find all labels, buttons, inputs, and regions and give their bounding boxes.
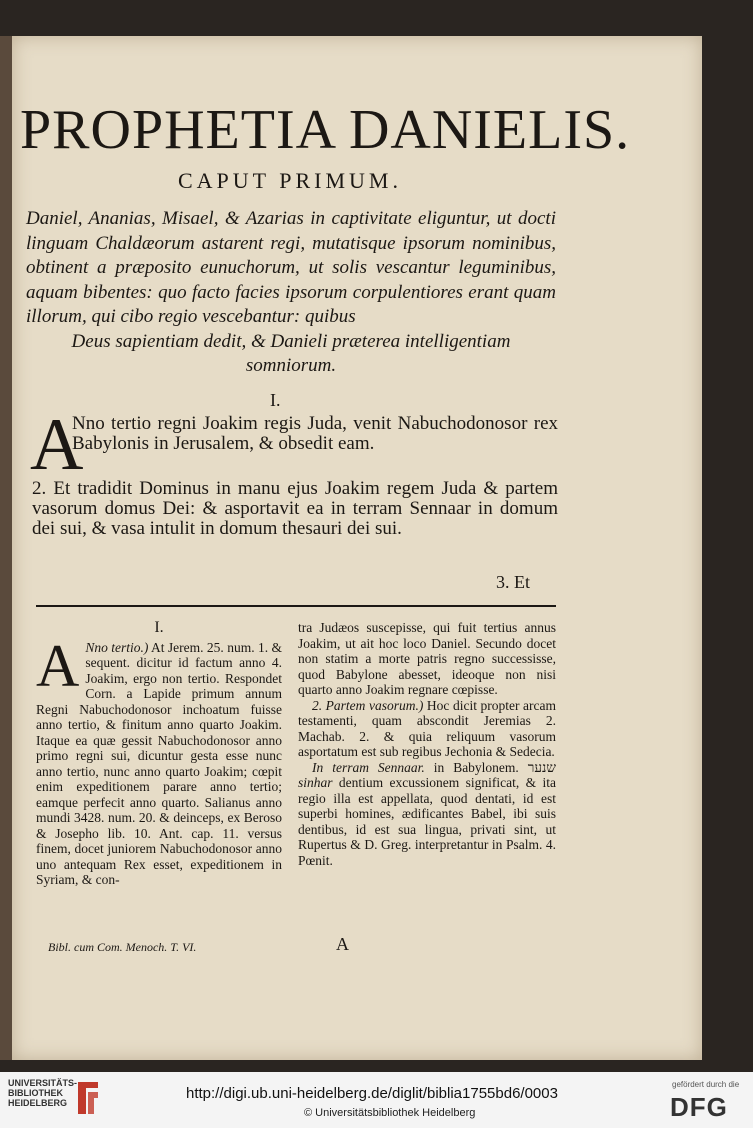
verse-2: 2. Et tradidit Dominus in manu ejus Joakim regem Juda & partem vasorum domus Dei: & asportavit ea in terram Sennaar in domum dei sui, & vasa intulit in domum thesauri dei sui. — [32, 478, 558, 539]
summary-last-line: Deus sapientiam dedit, & Danieli præterea intelligentiam somniorum. — [71, 330, 511, 376]
commentary-lemma: Nno tertio.) — [85, 639, 149, 655]
commentary-left-text: At Jerem. 25. num. 1. & sequent. dicitur id factum anno 4. Joakim, ergo non tertio. Respondet Corn. a Lapide primum annum Regni Nabuchodonosor inchoatum fuisse anno tertio, & finitum anno quarto Joakim. Itaque ea quæ gessit Nabuchodonosor anno primo regni sui, dicuntur gesta esse nunc anno tertio, nunc anno quarto Joakim; cœpit enim expeditionem parare anno tertio; eamque perfecit anno quarto. Salianus anno mundi 3428. num. 20. & deinceps, ex Beroso & Josepho lib. 10. Ant. cap. 11. versus finem, docet juniorem Nabuchodonosor anno uno antequam Rex esset, expeditionem in Syriam, & con- — [36, 639, 282, 887]
commentary-right-para-1: tra Judæos suscepisse, qui fuit tertius annus Joakim, ut ait hoc loco Daniel. Secundo docet non statim a morte patris regno successisse, quod Babylone abesset, ideoque non nisi quarto anno Joakim regnare cœpisse. — [298, 620, 556, 697]
chapter-heading: CAPUT PRIMUM. — [178, 168, 402, 193]
dfg-logo[interactable]: DFG — [670, 1092, 728, 1122]
verse-1: Nno tertio regni Joakim regis Juda, venit Nabuchodonosor rex Babylonis in Jerusalem, & obsedit eam. — [72, 413, 558, 454]
book-spine — [0, 36, 12, 1060]
commentary-right-text-2: Hoc dicit propter arcam testamenti, quam abscondit Jeremias 2. Machab. 2. & quia reliquum vasorum asportatum est sub regibus Jechonia & Sedecia. — [298, 697, 556, 759]
commentary-right-mid-3: in Babylonem. — [433, 759, 519, 775]
divider-rule — [36, 605, 556, 607]
commentary-right-lemma-3: In terram Sennaar. — [312, 759, 425, 775]
page-title: PROPHETIA DANIELIS. — [20, 99, 631, 161]
signature-mark: A — [336, 934, 349, 954]
commentary-right-lemma-2: 2. Partem vasorum.) — [312, 697, 424, 713]
transliteration: sinhar — [298, 775, 333, 790]
verse-section-number: I. — [270, 390, 281, 410]
funding-note: gefördert durch die — [672, 1080, 740, 1089]
commentary-number: I. — [154, 619, 164, 636]
library-logo-icon — [74, 1078, 102, 1118]
permalink-url[interactable]: http://digi.ub.uni-heidelberg.de/diglit/biblia1755bd6/0003 — [186, 1085, 558, 1102]
commentary-right-text-3: dentium excussionem significat, & ita regio illa est appellata, quod dentati, id est superbi homines, ædificantes Babel, ibi suis dentibus, id est sua lingua, privati sint, ut Rupertus & D. Greg. interpretantur in Psalm. 4. Pœnit. — [298, 775, 557, 868]
commentary-right-column — [298, 620, 556, 868]
catchword: 3. Et — [496, 572, 530, 592]
library-logo-text[interactable]: UNIVERSITÄTS- BIBLIOTHEK HEIDELBERG — [8, 1078, 78, 1108]
chapter-summary — [26, 207, 556, 379]
summary-text: Daniel, Ananias, Misael, & Azarias in captivitate eliguntur, ut docti linguam Chaldæorum astarent regi, mutatisque ipsorum nominibus, obtinent a præposito eunuchorum, ut solis vescantur leguminibus, aquam bibentes: quo facto facies ipsorum corpulentiores erant quam illorum, qui cibo regio vescebantur: quibus — [26, 208, 556, 327]
copyright-notice: © Universitätsbibliothek Heidelberg — [304, 1107, 476, 1119]
commentary-left-column — [36, 620, 282, 888]
drop-cap: A — [30, 404, 84, 486]
commentary-drop-cap: A — [36, 632, 80, 699]
commentary-right-para-2 — [298, 698, 556, 760]
commentary-right-para-3 — [298, 760, 556, 869]
footer-reference: Bibl. cum Com. Menoch. T. VI. — [48, 940, 197, 954]
hebrew-word: שנער — [527, 759, 556, 775]
